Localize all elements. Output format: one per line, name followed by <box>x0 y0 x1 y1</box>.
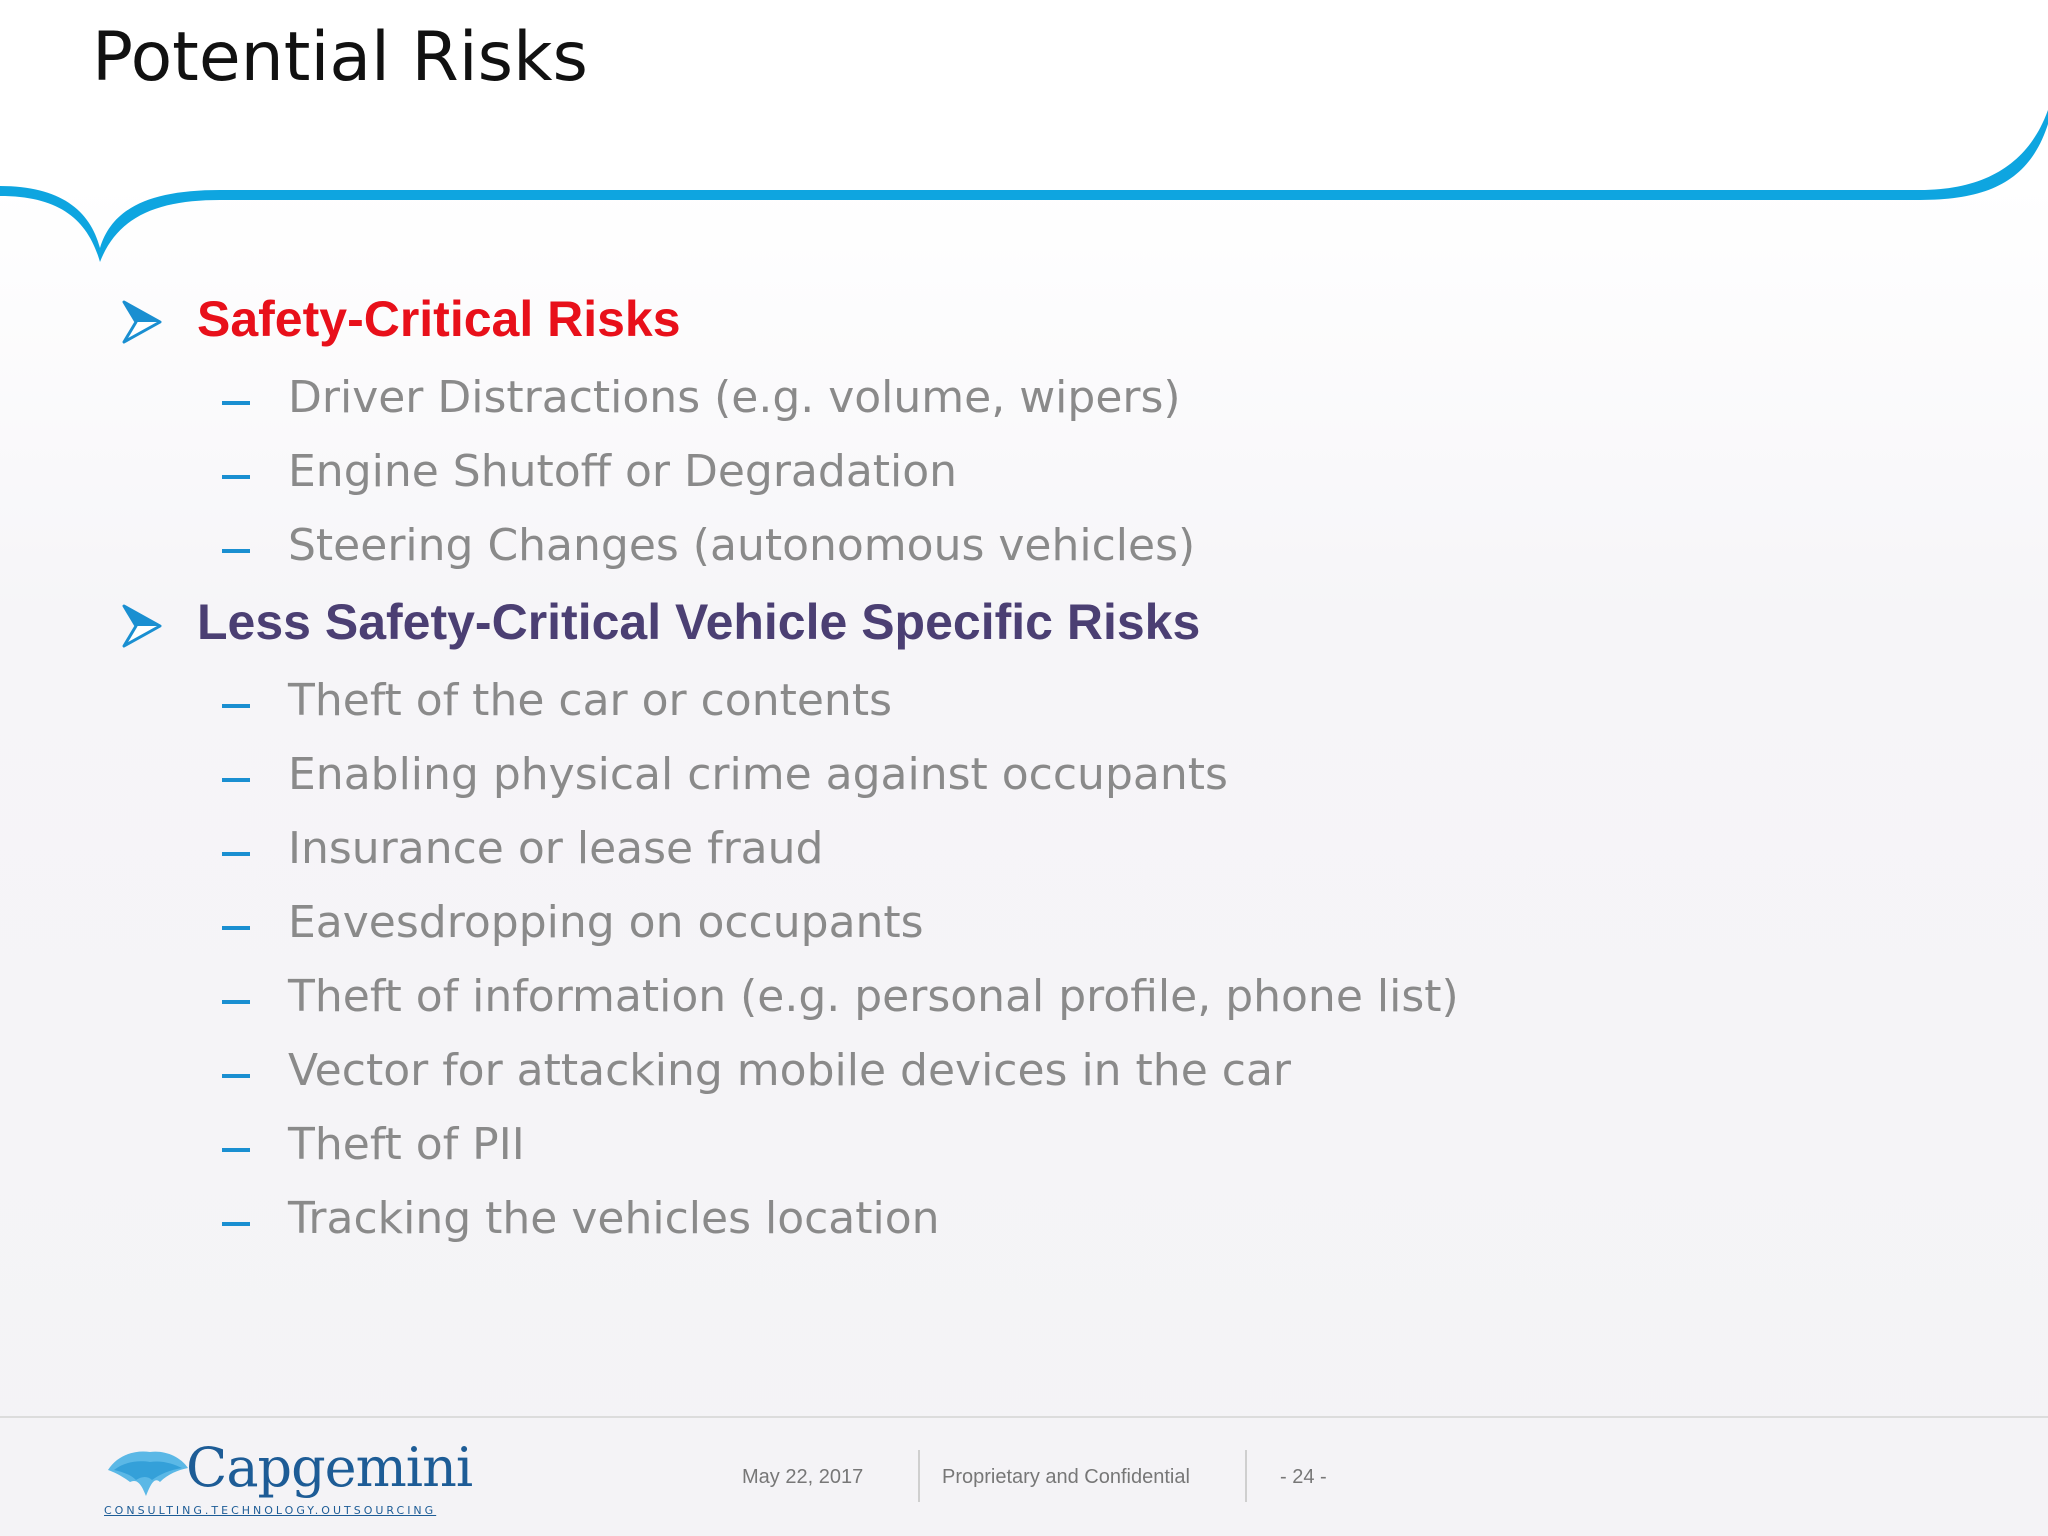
section-heading-safety-critical: Safety-Critical Risks <box>197 291 681 347</box>
slide-title: Potential Risks <box>92 18 588 97</box>
list-item: Vector for attacking mobile devices in the car <box>288 1045 1291 1096</box>
section-heading-less-safety-critical: Less Safety-Critical Vehicle Specific Risks <box>197 594 1201 650</box>
dash-icon <box>222 475 250 479</box>
dash-icon <box>222 704 250 708</box>
list-item: Tracking the vehicles location <box>288 1193 940 1244</box>
list-item: Insurance or lease fraud <box>288 823 824 874</box>
bullet-arrow-icon <box>122 604 162 648</box>
dash-icon <box>222 549 250 553</box>
list-item: Eavesdropping on occupants <box>288 897 924 948</box>
footer-date: May 22, 2017 <box>742 1466 864 1488</box>
logo-wordmark: Capgemini <box>186 1436 473 1499</box>
list-item: Theft of the car or contents <box>288 675 892 726</box>
list-item: Driver Distractions (e.g. volume, wipers) <box>288 372 1181 423</box>
logo-tagline: CONSULTING.TECHNOLOGY.OUTSOURCING <box>104 1504 437 1517</box>
list-item: Enabling physical crime against occupants <box>288 749 1228 800</box>
list-item: Steering Changes (autonomous vehicles) <box>288 520 1196 571</box>
page-number: - 24 - <box>1280 1466 1327 1488</box>
footer-separator <box>1245 1450 1247 1502</box>
dash-icon <box>222 1074 250 1078</box>
dash-icon <box>222 1222 250 1226</box>
bullet-arrow-icon <box>122 300 162 344</box>
capgemini-spade-icon <box>102 1440 192 1498</box>
list-item: Theft of PII <box>288 1119 525 1170</box>
dash-icon <box>222 1000 250 1004</box>
list-item: Theft of information (e.g. personal profile, phone list) <box>288 971 1459 1022</box>
dash-icon <box>222 926 250 930</box>
dash-icon <box>222 1148 250 1152</box>
dash-icon <box>222 401 250 405</box>
footer-divider <box>0 1416 2048 1418</box>
dash-icon <box>222 852 250 856</box>
dash-icon <box>222 778 250 782</box>
footer-confidential: Proprietary and Confidential <box>942 1466 1190 1488</box>
footer-separator <box>918 1450 920 1502</box>
list-item: Engine Shutoff or Degradation <box>288 446 958 497</box>
